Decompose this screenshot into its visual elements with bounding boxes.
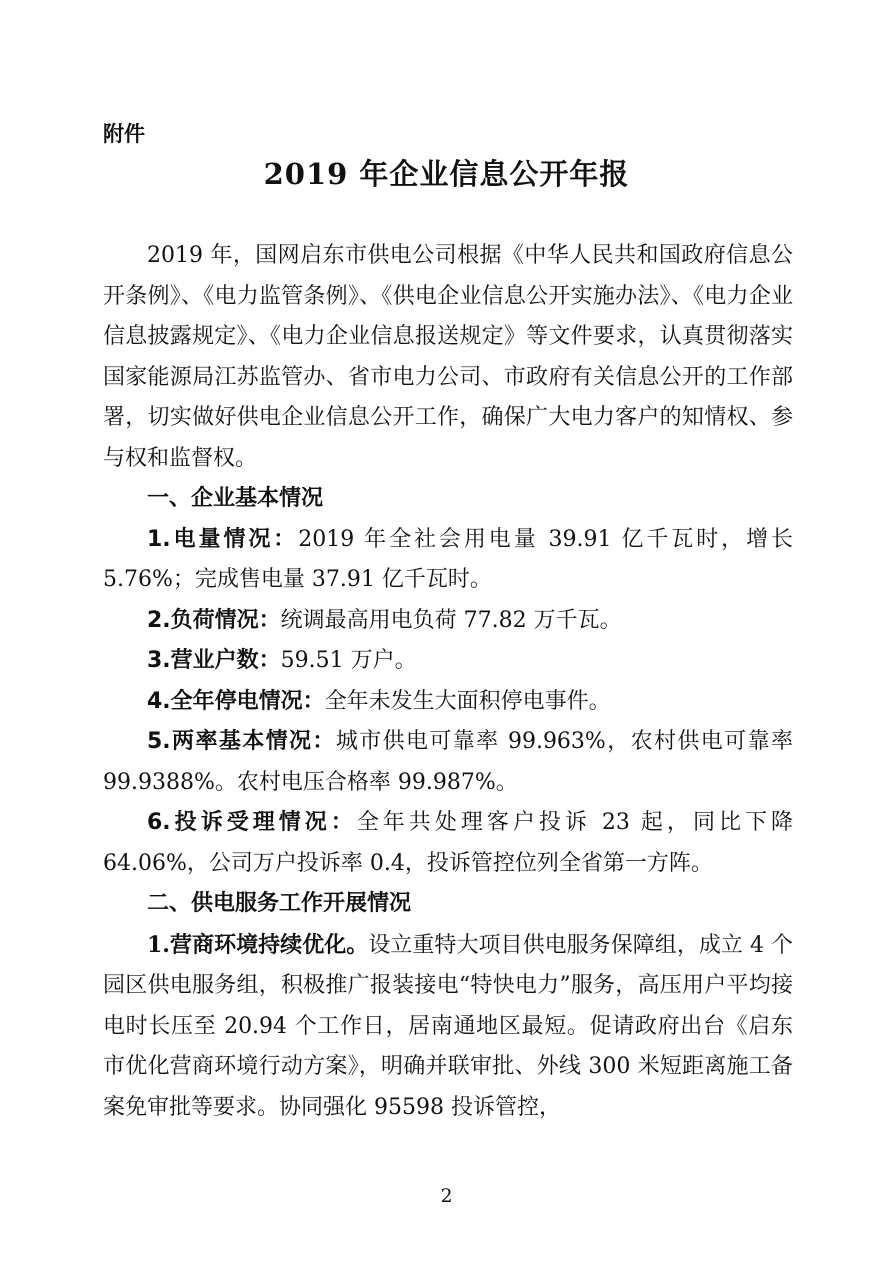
item-label: 1.营商环境持续优化。 <box>147 931 369 958</box>
section1-item <box>103 722 793 803</box>
item-text: 设立重特大项目供电服务保障组，成立 4 个园区供电服务组，积极推广报装接电“特快电力”服务，高压用户平均接电时长压至 20.94 个工作日，居南通地区最短。促请政府出台《启东市优化营商环境行动方案》，明确并联审批、外线 300 米短距离施工备案免审批等要求。协同强化 95598 投诉管控， <box>103 932 793 1120</box>
section1-item <box>103 803 793 884</box>
item-text: 城市供电可靠率 99.963%，农村供电可靠率 99.9388%。农村电压合格率 99.987%。 <box>103 729 793 795</box>
section1-item <box>103 641 793 682</box>
page-number: 2 <box>440 1185 453 1207</box>
item-text: 2019 年全社会用电量 39.91 亿千瓦时，增长 5.76%；完成售电量 37.91 亿千瓦时。 <box>103 526 794 592</box>
section2-item <box>103 925 793 1129</box>
attachment-label: 附件 <box>103 122 145 146</box>
item-text: 全年共处理客户投诉 23 起，同比下降 64.06%，公司万户投诉率 0.4，投诉管控位列全省第一方阵。 <box>103 810 793 876</box>
item-text: 全年未发生大面积停电事件。 <box>324 688 611 714</box>
item-text: 统调最高用电负荷 77.82 万千瓦。 <box>280 607 622 633</box>
item-text: 59.51 万户。 <box>280 648 417 673</box>
section1-item <box>103 601 793 642</box>
intro-paragraph: 2019 年，国网启东市供电公司根据《中华人民共和国政府信息公开条例》、《电力监管条例》、《供电企业信息公开实施办法》、《电力企业信息披露规定》、《电力企业信息报送规定》等文件要求，认真贯彻落实国家能源局江苏监管办、省市电力公司、市政府有关信息公开的工作部署，切实做好供电企业信息公开工作，确保广大电力客户的知情权、参与权和监督权。 <box>103 243 793 471</box>
item-label: 1.电量情况： <box>147 526 299 552</box>
section2-heading: 二、供电服务工作开展情况 <box>147 891 412 916</box>
section1-item <box>103 682 793 723</box>
item-label: 3.营业户数： <box>147 648 281 673</box>
section1-item <box>103 520 793 601</box>
document-body <box>103 236 793 1128</box>
item-label: 6.投诉受理情况： <box>147 810 357 835</box>
document-title: 2019 年企业信息公开年报 <box>263 157 630 191</box>
item-label: 5.两率基本情况： <box>147 729 336 754</box>
item-label: 2.负荷情况： <box>147 607 281 633</box>
section1-heading: 一、企业基本情况 <box>147 486 324 511</box>
item-label: 4.全年停电情况： <box>147 688 325 714</box>
